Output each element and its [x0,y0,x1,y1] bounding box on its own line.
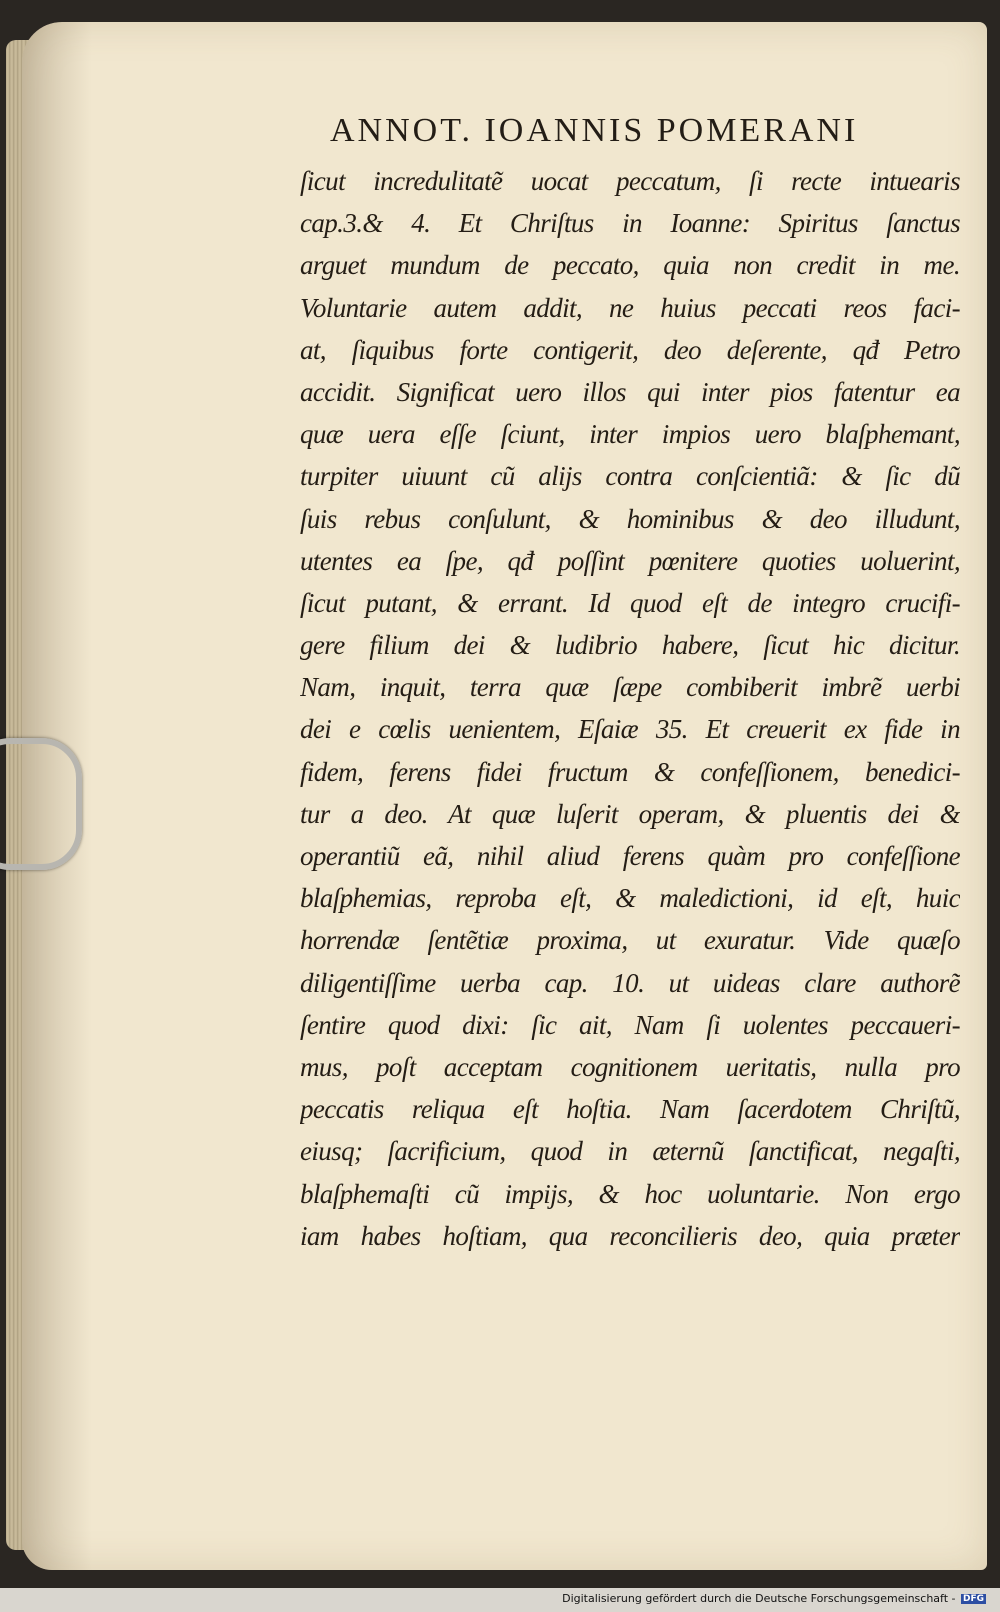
body-text [300,160,960,1257]
text-line: accidit. Significat uero illos qui inter pios fatentur ea [300,376,960,407]
text-line: mus, poſt acceptam cognitionem ueritatis, nulla pro [300,1051,960,1082]
text-line: turpiter uiuunt cũ alijs contra conſcientiã: & ſic dũ [300,461,960,492]
funding-credit-text: Digitalisierung gefördert durch die Deutsche Forschungsgemeinschaft - [562,1592,956,1605]
text-line: ſentire quod dixi: ſic ait, Nam ſi uolentes peccaueri- [300,1009,960,1040]
text-line: ſuis rebus conſulunt, & hominibus & deo illudunt, [300,503,960,534]
text-line: ſicut putant, & errant. Id quod eſt de integro crucifi- [300,587,960,618]
text-line: operantiũ eã, nihil aliud ferens quàm pro confeſſione [300,841,960,871]
text-line: peccatis reliqua eſt hoſtia. Nam ſacerdotem Chriſtũ, [300,1094,960,1125]
text-line: ſicut incredulitatẽ uocat peccatum, ſi recte intuearis [300,166,960,196]
text-line: dei e cœlis uenientem, Eſaiæ 35. Et creuerit ex fide in [300,714,960,745]
text-line: fidem, ferens fidei fructum & confeſſionem, benedici- [300,756,960,787]
text-line: blaſphemias, reproba eſt, & maledictioni, id eſt, huic [300,883,960,914]
clip-ring-icon [0,738,82,870]
text-line: Voluntarie autem addit, ne huius peccati reos faci- [300,292,960,323]
text-line: arguet mundum de peccato, quia non credit in me. [300,250,960,281]
running-head: ANNOT. IOANNIS POMERANI [330,112,859,149]
text-line: gere filium dei & ludibrio habere, ſicut hic dicitur. [300,630,960,661]
funding-credit [562,1592,986,1605]
text-line: utentes ea ſpe, qđ poſſint pœnitere quoties uoluerint, [300,545,960,576]
text-line: tur a deo. At quæ luſerit operam, & pluentis dei & [300,798,960,829]
text-line: eiusq; ſacrificium, quod in æternũ ſanctificat, negaſti, [300,1136,960,1167]
text-line: at, ſiquibus forte contigerit, deo deſerente, qđ Petro [300,334,960,365]
text-line: quæ uera eſſe ſciunt, inter impios uero blaſphemant, [300,419,960,450]
text-line: diligentiſſime uerba cap. 10. ut uideas clare authorẽ [300,967,960,998]
text-line: Nam, inquit, terra quæ ſæpe combiberit imbrẽ uerbi [300,672,960,703]
dfg-logo-icon: DFG [962,1594,984,1604]
text-line: cap.3.& 4. Et Chriſtus in Ioanne: Spiritus ſanctus [300,208,960,239]
text-line: blaſphemaſti cũ impijs, & hoc uoluntarie. Non ergo [300,1178,960,1209]
text-line: horrendæ ſentẽtiæ proxima, ut exuratur. Vide quæſo [300,925,960,956]
text-line: iam habes hoſtiam, qua reconcilieris deo, quia præter [300,1220,960,1251]
